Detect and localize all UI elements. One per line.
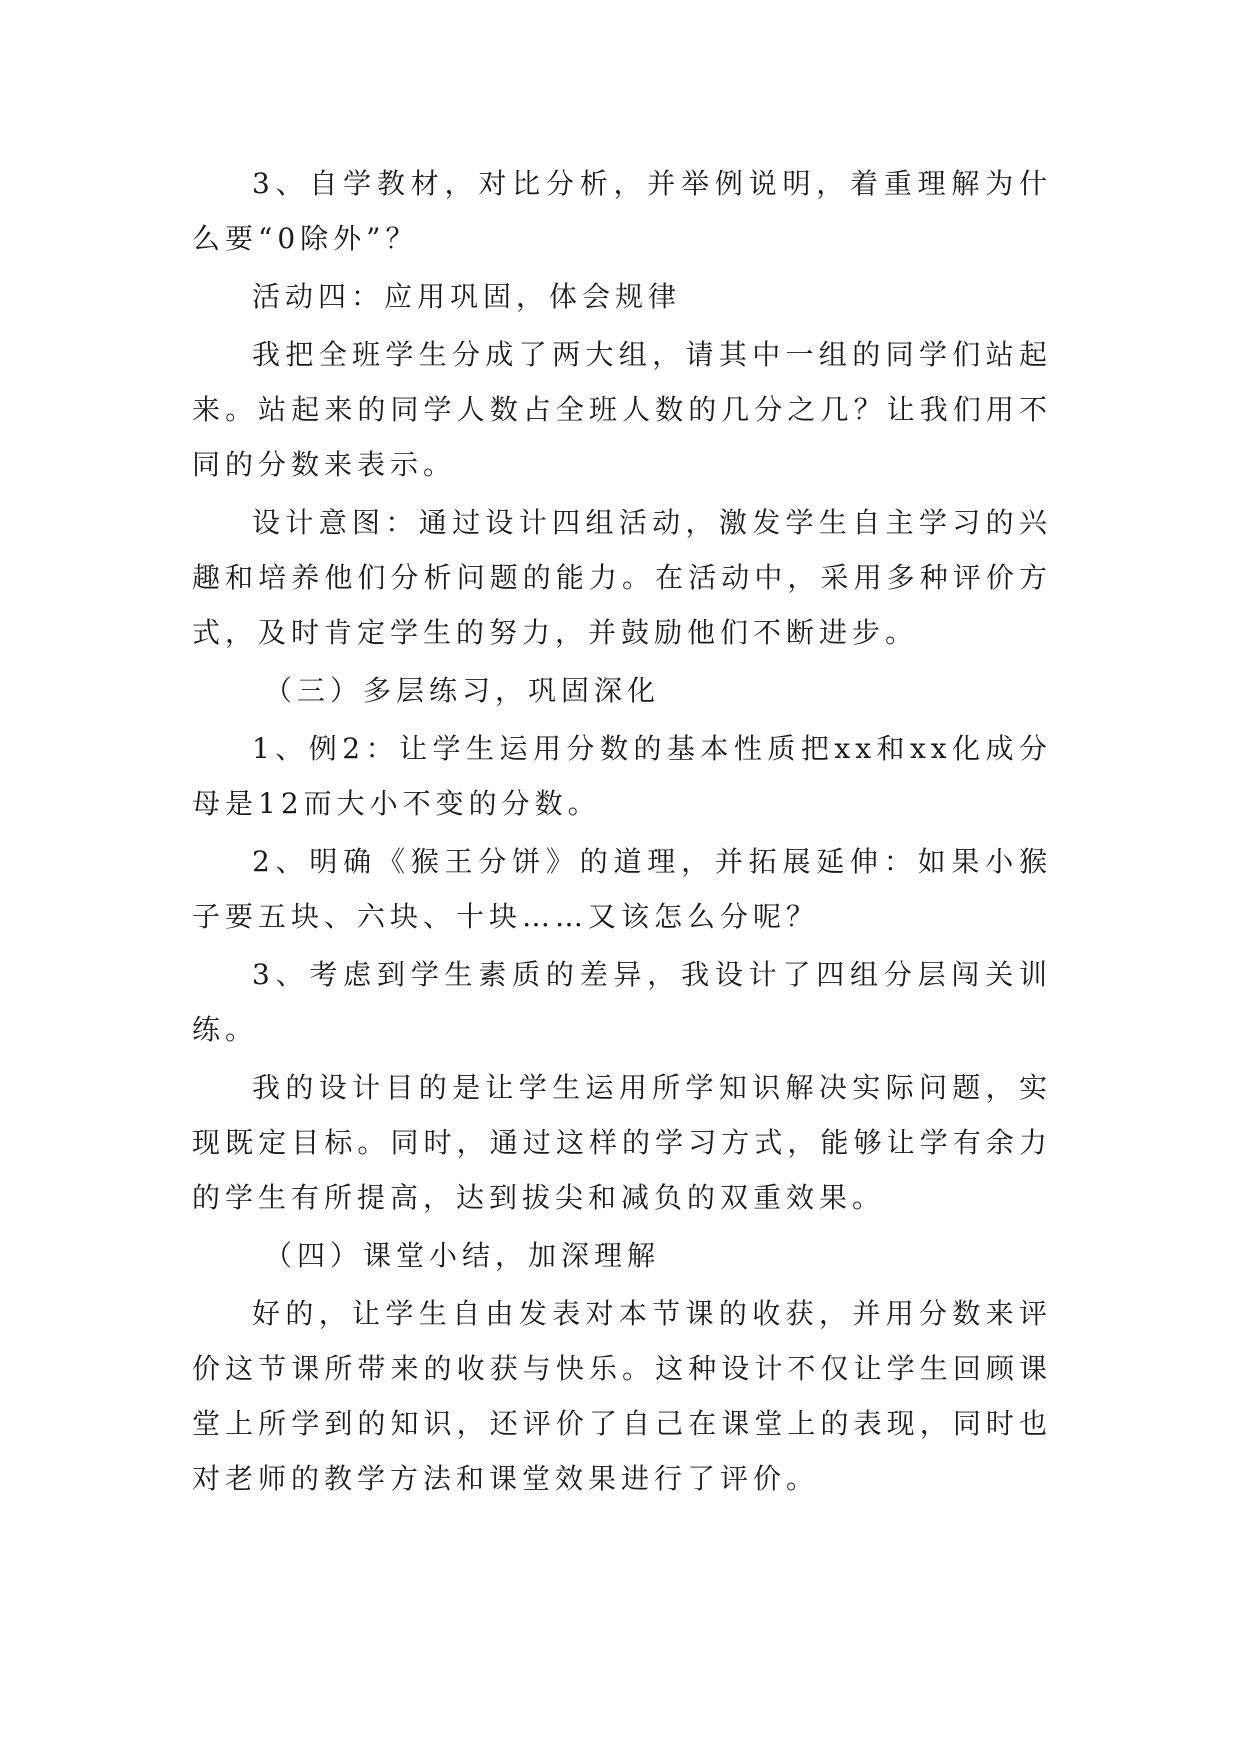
section-heading-activity-four: 活动四：应用巩固，体会规律: [252, 280, 682, 313]
document-body: [192, 156, 1052, 1509]
paragraph-class-groups: 我把全班学生分成了两大组，请其中一组的同学们站起来。站起来的同学人数占全班人数的几分之几？让我们用不同的分数来表示。: [192, 338, 1052, 481]
section-heading-part-three: （三）多层练习，巩固深化: [264, 674, 661, 707]
paragraph-item-3-self-study: 3、自学教材，对比分析，并举例说明，着重理解为什么要“0除外”？: [192, 167, 1052, 255]
paragraph-tiered-training: 3、考虑到学生素质的差异，我设计了四组分层闯关训练。: [192, 958, 1052, 1046]
paragraph-design-purpose: 我的设计目的是让学生运用所学知识解决实际问题，实现既定目标。同时，通过这样的学习方式，能够让学有余力的学生有所提高，达到拔尖和减负的双重效果。: [192, 1071, 1052, 1214]
paragraph-monkey-king: 2、明确《猴王分饼》的道理，并拓展延伸：如果小猴子要五块、六块、十块……又该怎么分呢？: [192, 845, 1052, 933]
section-heading-part-four: （四）课堂小结，加深理解: [264, 1239, 661, 1272]
paragraph-design-intent: 设计意图：通过设计四组活动，激发学生自主学习的兴趣和培养他们分析问题的能力。在活动中，采用多种评价方式，及时肯定学生的努力，并鼓励他们不断进步。: [192, 506, 1052, 649]
paragraph-example-2: 1、例2：让学生运用分数的基本性质把xx和xx化成分母是12而大小不变的分数。: [192, 732, 1052, 820]
paragraph-summary: 好的，让学生自由发表对本节课的收获，并用分数来评价这节课所带来的收获与快乐。这种设计不仅让学生回顾课堂上所学到的知识，还评价了自己在课堂上的表现，同时也对老师的教学方法和课堂效果进行了评价。: [192, 1297, 1052, 1495]
